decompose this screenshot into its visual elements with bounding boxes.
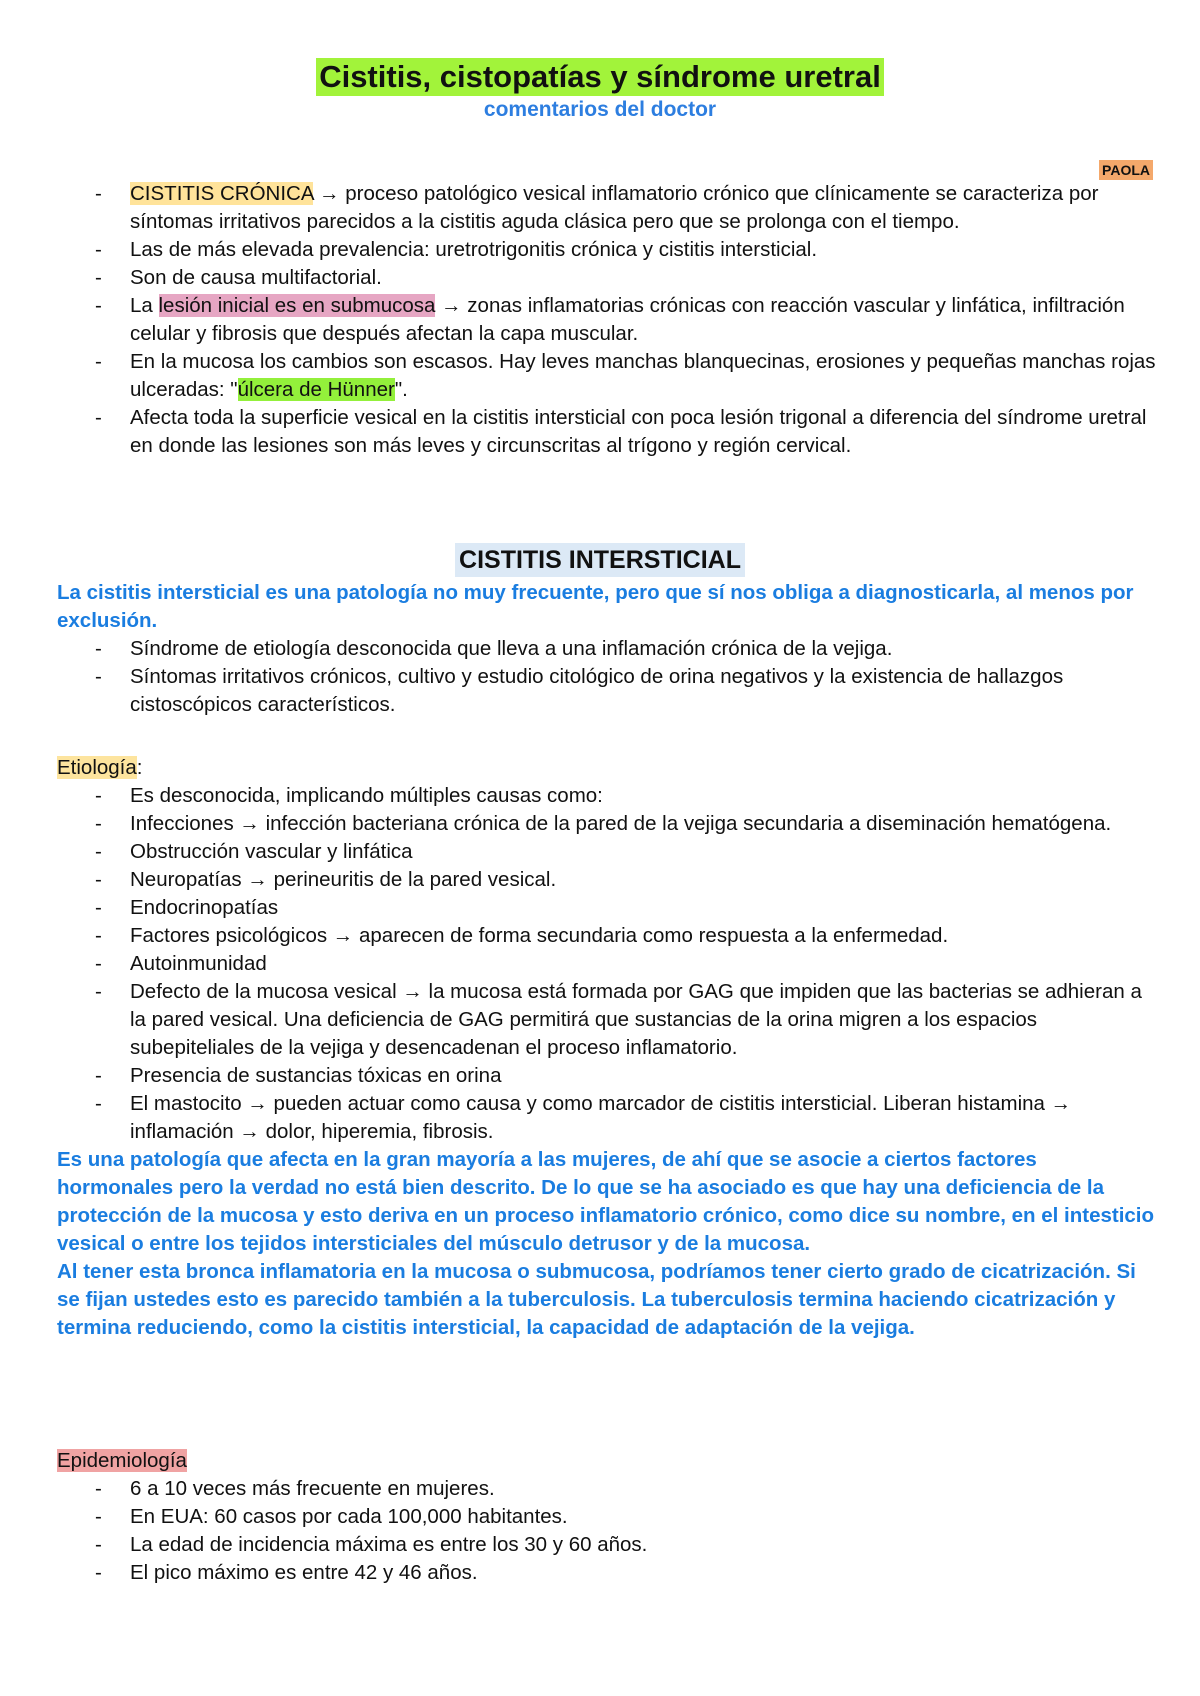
list-item-text: Las de más elevada prevalencia: uretrotrigonitis crónica y cistitis intersticial.	[130, 238, 818, 261]
epidemiologia-label: Epidemiología	[57, 1449, 187, 1472]
list-item: - El pico máximo es entre 42 y 46 años.	[57, 1559, 1157, 1587]
list-item: - Obstrucción vascular y linfática	[57, 838, 1157, 866]
etiologia-heading	[57, 754, 1157, 782]
epidemiologia-list	[57, 1475, 1157, 1587]
etiologia-colon: :	[136, 756, 143, 779]
highlight-term: lesión inicial es en submucosa	[158, 294, 436, 317]
list-item: - Endocrinopatías	[57, 894, 1157, 922]
subtitle-block	[0, 98, 1200, 122]
list-item-text: ".	[394, 378, 408, 401]
etiologia-list	[57, 782, 1157, 1146]
list-item: - Factores psicológicos → aparecen de forma secundaria como respuesta a la enfermedad.	[57, 922, 1157, 950]
list-item	[57, 292, 1157, 348]
page-title: Cistitis, cistopatías y síndrome uretral	[316, 58, 884, 96]
intersticial-list	[57, 635, 1157, 719]
list-item	[57, 404, 1157, 460]
list-item-pre: La	[130, 294, 159, 317]
list-item-text: Afecta toda la superficie vesical en la cistitis intersticial con poca lesión trigonal a diferencia del síndrome uretral en donde las lesiones son más leves y circunscritas al trígono y región cervical.	[130, 406, 1147, 457]
list-item: - En EUA: 60 casos por cada 100,000 habitantes.	[57, 1503, 1157, 1531]
section-title-block	[0, 543, 1200, 577]
doctor-comment: Al tener esta bronca inflamatoria en la mucosa o submucosa, podríamos tener cierto grado de cicatrización. Si se fijan ustedes esto es parecido también a la tuberculosis. La tuberculosis termina haciendo cicatrización y termina reduciendo, como la cistitis intersticial, la capacidad de adaptación de la vejiga.	[57, 1260, 1136, 1339]
highlight-term: úlcera de Hünner	[237, 378, 395, 401]
list-item: - El mastocito → pueden actuar como causa y como marcador de cistitis intersticial. Liberan histamina → inflamación → dolor, hiperemia, fibrosis.	[57, 1090, 1157, 1146]
section-title: CISTITIS INTERSTICIAL	[455, 543, 745, 577]
author-badge: PAOLA	[1099, 160, 1153, 180]
epidemiologia-heading	[57, 1447, 1157, 1475]
list-item: - La edad de incidencia máxima es entre los 30 y 60 años.	[57, 1531, 1157, 1559]
list-item-text: → zonas inflamatorias crónicas con reacción vascular y linfática, infiltración celular y fibrosis que después afectan la capa muscular.	[130, 294, 1125, 345]
intro-list	[57, 180, 1157, 460]
list-item: - Defecto de la mucosa vesical → la mucosa está formada por GAG que impiden que las bacterias se adhieran a la pared vesical. Una deficiencia de GAG permitirá que sustancias de la orina migren a los espacios subepiteliales de la vejiga y desencadenan el proceso inflamatorio.	[57, 978, 1157, 1062]
list-item	[57, 348, 1157, 404]
intro-section	[57, 180, 1157, 460]
list-item: - Autoinmunidad	[57, 950, 1157, 978]
list-item-text: Son de causa multifactorial.	[130, 266, 382, 289]
title-block	[0, 58, 1200, 96]
list-item: - Síntomas irritativos crónicos, cultivo y estudio citológico de orina negativos y la existencia de hallazgos cistoscópicos característicos.	[57, 663, 1157, 719]
list-item-pre: En la mucosa los cambios son escasos. Hay leves manchas blanquecinas, erosiones y pequeñas manchas rojas ulceradas: "	[130, 350, 1156, 401]
list-item	[57, 180, 1157, 236]
list-item: - Neuropatías → perineuritis de la pared vesical.	[57, 866, 1157, 894]
epidemiologia-section	[57, 1447, 1157, 1587]
doctor-comment: Es una patología que afecta en la gran mayoría a las mujeres, de ahí que se asocie a ciertos factores hormonales pero la verdad no está bien descrito. De lo que se ha asociado es que hay una deficiencia de la protección de la mucosa y esto deriva en un proceso inflamatorio crónico, como dice su nombre, en el intesticio vesical o entre los tejidos intersticiales del músculo detrusor y de la mucosa.	[57, 1148, 1155, 1255]
list-item: - Es desconocida, implicando múltiples causas como:	[57, 782, 1157, 810]
list-item	[57, 236, 1157, 264]
list-item: - Infecciones → infección bacteriana crónica de la pared de la vejiga secundaria a diseminación hematógena.	[57, 810, 1157, 838]
etiologia-section	[57, 754, 1157, 1342]
highlight-term: CISTITIS CRÓNICA	[130, 182, 314, 205]
list-item-text: → proceso patológico vesical inflamatorio crónico que clínicamente se caracteriza por síntomas irritativos parecidos a la cistitis aguda clásica pero que se prolonga con el tiempo.	[130, 182, 1099, 233]
list-item	[57, 264, 1157, 292]
list-item: - Presencia de sustancias tóxicas en orina	[57, 1062, 1157, 1090]
etiologia-label: Etiología	[57, 756, 137, 779]
page-subtitle: comentarios del doctor	[483, 98, 717, 121]
intersticial-section	[57, 579, 1157, 719]
list-item: - 6 a 10 veces más frecuente en mujeres.	[57, 1475, 1157, 1503]
lead-comment: La cistitis intersticial es una patología no muy frecuente, pero que sí nos obliga a diagnosticarla, al menos por exclusión.	[57, 581, 1134, 632]
list-item: - Síndrome de etiología desconocida que lleva a una inflamación crónica de la vejiga.	[57, 635, 1157, 663]
